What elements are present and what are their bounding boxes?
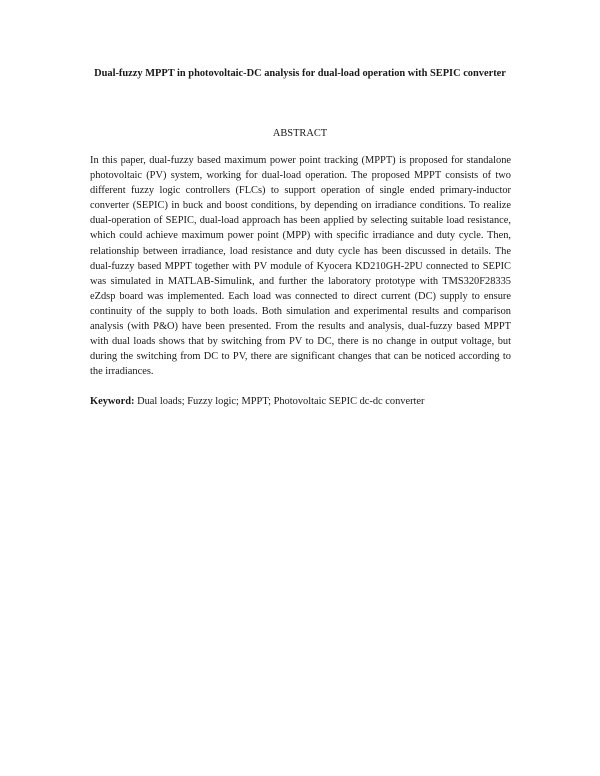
keywords-line bbox=[90, 395, 520, 409]
abstract-body: In this paper, dual-fuzzy based maximum power point tracking (MPPT) is proposed for standalone photovoltaic (PV) system, working for dual-load operation. The proposed MPPT consists of two different fuzzy logic controllers (FLCs) to support operation of single ended primary-inductor converter (SEPIC) in buck and boost conditions, by depending on irradiance conditions. To realize dual-operation of SEPIC, dual-load approach has been applied by selecting suitable load resistance, which could achieve maximum power point (MPP) with specific irradiance and duty cycle. Then, relationship between irradiance, load resistance and duty cycle has been discussed in details. The dual-fuzzy based MPPT together with PV module of Kyocera KD210GH-2PU connected to SEPIC was simulated in MATLAB-Simulink, and further the laboratory prototype with TMS320F28335 eZdsp board was implemented. Each load was connected to direct current (DC) supply to ensure continuity of the supply to both loads. Both simulation and experimental results and comparison analysis (with P&O) have been presented. From the results and analysis, dual-fuzzy based MPPT with dual loads shows that by switching from PV to DC, there is no change in output voltage, but during the switching from DC to PV, there are significant changes that can be noticed according to the irradiances. bbox=[90, 155, 511, 378]
keywords-values: Dual loads; Fuzzy logic; MPPT; Photovoltaic SEPIC dc-dc converter bbox=[137, 396, 425, 407]
paper-title: Dual-fuzzy MPPT in photovoltaic-DC analysis for dual-load operation with SEPIC converter bbox=[94, 68, 506, 79]
abstract-heading: ABSTRACT bbox=[272, 128, 328, 139]
keywords-label: Keyword: bbox=[90, 396, 135, 407]
